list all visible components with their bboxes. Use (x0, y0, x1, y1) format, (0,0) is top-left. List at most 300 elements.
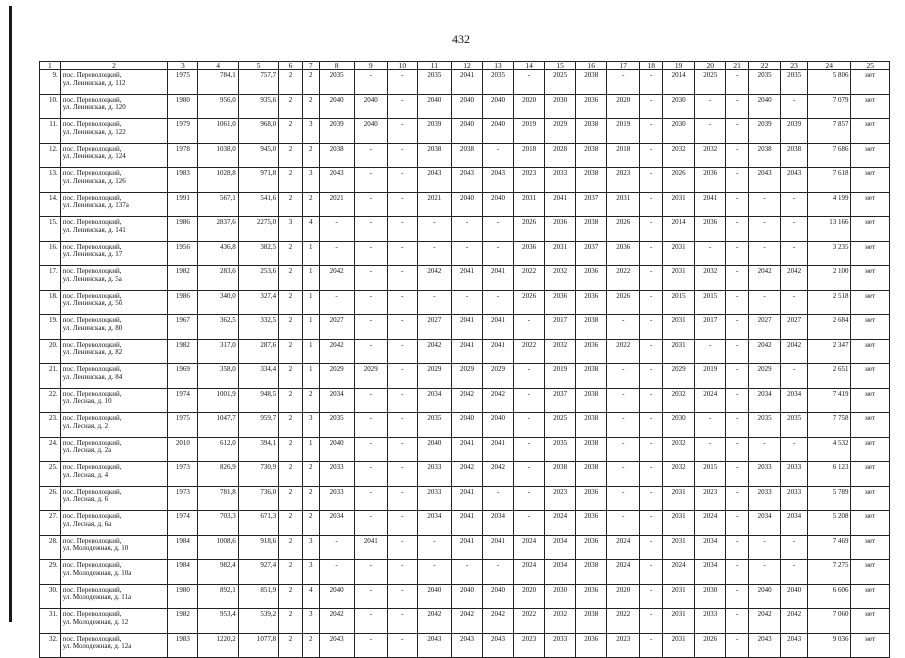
table-cell: 3 (302, 560, 319, 585)
address-line-settlement: пос. Переволоцкий, (62, 585, 122, 594)
table-cell: 2040 (483, 94, 514, 119)
table-cell: 2036 (576, 94, 607, 119)
row-number: 10. (40, 94, 61, 119)
table-cell: 2038 (576, 168, 607, 193)
table-cell: 2035 (417, 70, 451, 95)
table-cell: 2038 (749, 143, 781, 168)
table-cell: - (781, 217, 808, 242)
table-cell: 2031 (663, 511, 695, 536)
housing-table (39, 61, 890, 658)
table-cell: 2035 (417, 413, 451, 438)
address-cell (60, 364, 168, 389)
table-cell: 1991 (168, 192, 198, 217)
table-cell: 2031 (607, 192, 640, 217)
table-cell: 948,5 (238, 388, 278, 413)
table-cell: 3 235 (808, 241, 851, 266)
address-line-settlement: пос. Переволоцкий, (62, 487, 122, 496)
table-cell: - (319, 217, 354, 242)
row-number: 12. (40, 143, 61, 168)
table-cell: 2038 (576, 609, 607, 634)
table-cell: 2035 (781, 413, 808, 438)
table-cell: - (726, 266, 749, 291)
table-cell: 3 (302, 168, 319, 193)
table-cell: 956,0 (198, 94, 238, 119)
table-cell: 2021 (319, 192, 354, 217)
table-cell: 2033 (781, 486, 808, 511)
table-cell: 334,4 (238, 364, 278, 389)
address-cell (60, 192, 168, 217)
table-cell: нет (851, 241, 890, 266)
table-cell: 1979 (168, 119, 198, 144)
table-cell: - (640, 94, 663, 119)
table-cell: 2 (302, 94, 319, 119)
table-cell: 382,5 (238, 241, 278, 266)
table-cell: 2 651 (808, 364, 851, 389)
table-cell: - (781, 437, 808, 462)
table-cell: 2032 (695, 266, 726, 291)
column-header: 11 (417, 62, 451, 70)
table-cell: - (319, 535, 354, 560)
table-row (40, 584, 890, 609)
table-cell: - (726, 119, 749, 144)
address-cell (60, 437, 168, 462)
table-cell: нет (851, 364, 890, 389)
column-header: 6 (279, 62, 303, 70)
row-number: 11. (40, 119, 61, 144)
table-cell: - (695, 241, 726, 266)
table-cell: 2035 (749, 413, 781, 438)
table-cell: - (387, 143, 417, 168)
table-cell: 2033 (749, 462, 781, 487)
address-line-street: ул. Ленинская, д. 122 (62, 127, 126, 136)
table-cell: 2 (279, 143, 303, 168)
table-cell: - (640, 70, 663, 95)
table-cell: 2040 (417, 94, 451, 119)
table-cell: 1978 (168, 143, 198, 168)
table-cell: 317,0 (198, 339, 238, 364)
table-cell: 2020 (607, 584, 640, 609)
table-cell: 730,9 (238, 462, 278, 487)
table-cell: 7 079 (808, 94, 851, 119)
table-cell: 1984 (168, 560, 198, 585)
table-cell: 7 419 (808, 388, 851, 413)
table-cell: 2038 (576, 437, 607, 462)
table-cell: 2032 (663, 143, 695, 168)
table-cell: 3 (302, 609, 319, 634)
table-cell: - (640, 584, 663, 609)
address-cell (60, 462, 168, 487)
table-cell: 2 (279, 364, 303, 389)
table-cell: - (387, 168, 417, 193)
table-cell: - (726, 70, 749, 95)
table-cell: 287,6 (238, 339, 278, 364)
table-cell: 703,3 (198, 511, 238, 536)
table-cell: - (514, 486, 545, 511)
table-cell: 2026 (607, 217, 640, 242)
table-cell: 2042 (451, 388, 482, 413)
table-cell: - (640, 364, 663, 389)
table-cell: - (749, 535, 781, 560)
table-cell: 2040 (483, 192, 514, 217)
row-number: 20. (40, 339, 61, 364)
table-cell: 2 (302, 192, 319, 217)
table-cell: - (514, 462, 545, 487)
address-cell (60, 535, 168, 560)
table-cell: - (607, 486, 640, 511)
table-cell: - (607, 388, 640, 413)
column-header: 25 (851, 62, 890, 70)
table-cell: 2 (279, 486, 303, 511)
table-cell: 2030 (695, 584, 726, 609)
address-line-settlement: пос. Переволоцкий, (62, 95, 122, 104)
table-row (40, 143, 890, 168)
table-cell: 2 (302, 462, 319, 487)
address-line-street: ул. Ленинская, д. 82 (62, 348, 123, 356)
table-cell: - (607, 315, 640, 340)
column-header: 18 (640, 62, 663, 70)
table-cell: нет (851, 266, 890, 291)
table-cell: 283,6 (198, 266, 238, 291)
table-cell: - (640, 315, 663, 340)
table-cell: 2036 (576, 633, 607, 658)
table-cell: 2037 (545, 388, 576, 413)
table-cell: 2041 (451, 486, 482, 511)
table-cell: - (387, 633, 417, 658)
table-cell: - (354, 609, 387, 634)
table-row (40, 168, 890, 193)
table-cell: - (640, 339, 663, 364)
table-cell: 1028,8 (198, 168, 238, 193)
table-cell: 2034 (319, 511, 354, 536)
table-cell: 436,8 (198, 241, 238, 266)
table-cell: 1974 (168, 388, 198, 413)
table-cell: 2032 (545, 266, 576, 291)
table-cell: 2028 (545, 143, 576, 168)
table-cell: - (387, 94, 417, 119)
address-line-street: ул. Ленинская, д. 141 (62, 225, 126, 234)
table-cell: 2034 (319, 388, 354, 413)
table-row (40, 364, 890, 389)
column-header: 15 (545, 62, 576, 70)
address-cell (60, 94, 168, 119)
table-cell: 5 208 (808, 511, 851, 536)
table-cell: 2042 (781, 266, 808, 291)
table-cell: - (387, 388, 417, 413)
table-cell: 2029 (417, 364, 451, 389)
table-cell: 2042 (483, 609, 514, 634)
table-cell: нет (851, 94, 890, 119)
table-row (40, 462, 890, 487)
table-cell: - (514, 315, 545, 340)
table-cell: 2038 (576, 364, 607, 389)
address-cell (60, 70, 168, 95)
address-line-street: ул. Ленинская, д. 137а (62, 201, 129, 209)
table-cell: - (695, 119, 726, 144)
table-cell: 2026 (514, 290, 545, 315)
address-line-street: ул. Молодежная, д. 10а (62, 568, 132, 577)
column-header: 9 (354, 62, 387, 70)
table-cell: - (726, 560, 749, 585)
table-cell: - (387, 486, 417, 511)
table-cell: 2043 (417, 168, 451, 193)
table-cell: нет (851, 511, 890, 536)
table-cell: - (640, 217, 663, 242)
table-cell: 2040 (451, 413, 482, 438)
table-cell: 2 (279, 94, 303, 119)
table-cell: 2 (279, 266, 303, 291)
address-line-settlement: пос. Переволоцкий, (62, 365, 122, 373)
table-cell: 2034 (749, 388, 781, 413)
table-cell: - (387, 364, 417, 389)
table-cell: 2025 (695, 70, 726, 95)
table-row (40, 241, 890, 266)
table-cell: 2024 (695, 511, 726, 536)
table-cell: нет (851, 339, 890, 364)
address-cell (60, 290, 168, 315)
table-cell: - (781, 560, 808, 585)
table-cell: 2041 (483, 339, 514, 364)
table-cell: 2 (279, 315, 303, 340)
address-cell (60, 315, 168, 340)
table-cell: 2 (302, 633, 319, 658)
table-cell: 2022 (514, 266, 545, 291)
table-cell: 2040 (417, 584, 451, 609)
table-cell: - (640, 143, 663, 168)
table-cell: 2042 (319, 266, 354, 291)
table-cell: 2039 (781, 119, 808, 144)
table-cell: 9 036 (808, 633, 851, 658)
table-cell: 3 (279, 217, 303, 242)
table-cell: - (354, 192, 387, 217)
table-cell: 2 (279, 168, 303, 193)
table-cell: 2022 (607, 266, 640, 291)
table-cell: - (354, 168, 387, 193)
table-cell: 2040 (319, 437, 354, 462)
table-cell: - (483, 560, 514, 585)
table-cell: - (726, 388, 749, 413)
table-cell: 1982 (168, 609, 198, 634)
table-cell: 2 (279, 584, 303, 609)
table-cell: - (387, 192, 417, 217)
table-cell: - (726, 633, 749, 658)
table-cell: 7 857 (808, 119, 851, 144)
table-row (40, 94, 890, 119)
table-row (40, 560, 890, 585)
table-row (40, 217, 890, 242)
address-cell (60, 560, 168, 585)
table-cell: - (726, 511, 749, 536)
row-number: 21. (40, 364, 61, 389)
table-cell: 1983 (168, 168, 198, 193)
table-cell: 2042 (749, 266, 781, 291)
table-cell: нет (851, 315, 890, 340)
column-header: 4 (198, 62, 238, 70)
table-row (40, 290, 890, 315)
table-cell: - (354, 486, 387, 511)
table-cell: 2041 (451, 70, 482, 95)
column-header: 2 (60, 62, 168, 70)
table-cell: 6 606 (808, 584, 851, 609)
column-header: 21 (726, 62, 749, 70)
table-cell: 4 (302, 217, 319, 242)
table-cell: - (781, 192, 808, 217)
address-cell (60, 388, 168, 413)
table-cell: 2024 (545, 511, 576, 536)
table-cell: 671,3 (238, 511, 278, 536)
address-cell (60, 584, 168, 609)
table-cell: 1986 (168, 217, 198, 242)
table-cell: 4 (302, 584, 319, 609)
table-cell: 968,0 (238, 119, 278, 144)
table-cell: - (451, 217, 482, 242)
table-cell: 757,7 (238, 70, 278, 95)
address-line-street: ул. Ленинская, д. 80 (62, 323, 123, 332)
table-cell: 2039 (749, 119, 781, 144)
row-number: 31. (40, 609, 61, 634)
table-cell: 2030 (545, 94, 576, 119)
table-cell: - (387, 609, 417, 634)
table-cell: 2027 (781, 315, 808, 340)
address-line-settlement: пос. Переволоцкий, (62, 267, 122, 275)
table-cell: - (354, 560, 387, 585)
table-cell: 1967 (168, 315, 198, 340)
address-line-settlement: пос. Переволоцкий, (62, 536, 122, 545)
table-cell: 2 (279, 388, 303, 413)
table-cell: - (726, 584, 749, 609)
row-number: 30. (40, 584, 61, 609)
column-header: 14 (514, 62, 545, 70)
address-cell (60, 511, 168, 536)
address-line-street: ул. Ленинская, д. 112 (62, 78, 126, 87)
address-line-street: ул. Лесная, д. 6 (62, 495, 109, 503)
table-cell: 2042 (417, 609, 451, 634)
column-header: 20 (695, 62, 726, 70)
table-cell: 2021 (417, 192, 451, 217)
table-cell: 2031 (663, 192, 695, 217)
table-cell: 2036 (545, 290, 576, 315)
address-cell (60, 413, 168, 438)
table-cell: - (387, 339, 417, 364)
table-cell: - (354, 241, 387, 266)
table-cell: 2043 (749, 633, 781, 658)
table-cell: - (640, 413, 663, 438)
table-cell: 2 (279, 290, 303, 315)
address-line-street: ул. Ленинская, д. 17 (62, 250, 123, 258)
address-line-street: ул. Ленинская, д. 84 (62, 372, 123, 381)
address-cell (60, 143, 168, 168)
table-cell: нет (851, 70, 890, 95)
table-cell: 2031 (663, 339, 695, 364)
table-cell: 2 100 (808, 266, 851, 291)
table-row (40, 511, 890, 536)
table-cell: 2041 (483, 266, 514, 291)
table-cell: 2025 (545, 413, 576, 438)
table-cell: 2031 (514, 192, 545, 217)
table-cell: - (640, 486, 663, 511)
table-cell: 2036 (576, 266, 607, 291)
table-cell: 2 (279, 560, 303, 585)
column-header: 7 (302, 62, 319, 70)
table-cell: 2 (279, 241, 303, 266)
table-cell: 892,1 (198, 584, 238, 609)
table-cell: 2036 (576, 486, 607, 511)
table-cell: - (726, 609, 749, 634)
column-header: 10 (387, 62, 417, 70)
column-header: 5 (238, 62, 278, 70)
table-cell: 2030 (663, 413, 695, 438)
table-cell: 2 (279, 609, 303, 634)
table-cell: 2036 (514, 241, 545, 266)
table-cell: 2038 (576, 560, 607, 585)
table-cell: 2036 (576, 339, 607, 364)
table-cell: 2038 (576, 119, 607, 144)
row-number: 29. (40, 560, 61, 585)
table-cell: 2040 (451, 584, 482, 609)
table-cell: 2041 (483, 437, 514, 462)
table-cell: 1983 (168, 633, 198, 658)
address-cell (60, 266, 168, 291)
table-cell: 1 (302, 266, 319, 291)
row-number: 18. (40, 290, 61, 315)
table-cell: - (354, 584, 387, 609)
table-cell: 2024 (514, 560, 545, 585)
row-number: 26. (40, 486, 61, 511)
table-cell: - (354, 217, 387, 242)
table-cell: 2014 (663, 217, 695, 242)
table-cell: 2042 (451, 462, 482, 487)
table-cell: 2033 (749, 486, 781, 511)
table-cell: 2036 (695, 217, 726, 242)
table-cell: 1 (302, 364, 319, 389)
table-cell: 2043 (417, 633, 451, 658)
table-cell: нет (851, 609, 890, 634)
address-line-street: ул. Молодежная, д. 12 (62, 617, 129, 626)
table-cell: 1 (302, 241, 319, 266)
address-line-street: ул. Лесная, д. 6а (62, 519, 112, 528)
table-cell: 2040 (451, 119, 482, 144)
table-cell: 1980 (168, 94, 198, 119)
table-cell: - (387, 511, 417, 536)
table-cell: - (354, 143, 387, 168)
table-cell: 2040 (417, 437, 451, 462)
table-cell: - (354, 437, 387, 462)
table-cell: 2022 (514, 609, 545, 634)
column-header: 1 (40, 62, 61, 70)
table-row (40, 315, 890, 340)
address-line-street: ул. Лесная, д. 2а (62, 446, 112, 454)
table-cell: - (354, 315, 387, 340)
table-cell: нет (851, 584, 890, 609)
table-cell: 2034 (417, 388, 451, 413)
table-cell: - (607, 413, 640, 438)
table-cell: 1061,0 (198, 119, 238, 144)
table-row (40, 437, 890, 462)
table-cell: 2026 (663, 168, 695, 193)
table-cell: - (514, 388, 545, 413)
table-cell: - (749, 560, 781, 585)
table-row (40, 535, 890, 560)
table-cell: 2837,6 (198, 217, 238, 242)
table-cell: - (387, 413, 417, 438)
table-cell: 982,4 (198, 560, 238, 585)
row-number: 25. (40, 462, 61, 487)
table-cell: - (387, 560, 417, 585)
table-row (40, 633, 890, 658)
table-cell: 1974 (168, 511, 198, 536)
table-cell: 2033 (417, 462, 451, 487)
row-number: 22. (40, 388, 61, 413)
table-cell: 1 (302, 437, 319, 462)
